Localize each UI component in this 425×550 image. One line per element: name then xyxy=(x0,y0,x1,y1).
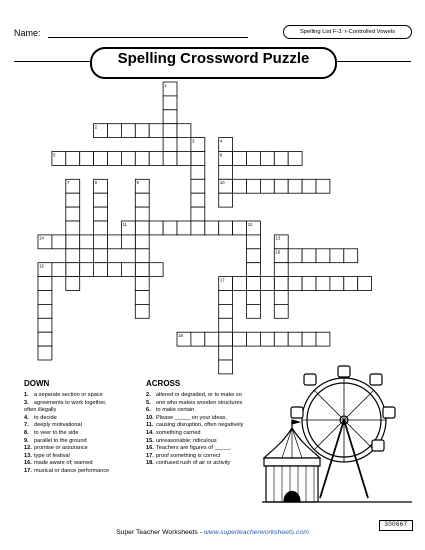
crossword-number: 18 xyxy=(178,333,183,338)
crossword-cell[interactable] xyxy=(149,152,163,166)
crossword-cell[interactable] xyxy=(288,332,302,346)
down-section xyxy=(24,379,109,476)
crossword-cell[interactable] xyxy=(247,235,261,249)
crossword-cell[interactable] xyxy=(135,235,149,249)
crossword-cell[interactable] xyxy=(108,235,122,249)
spelling-list-badge: Spelling List F-3: r-Controlled Vowels xyxy=(283,25,412,39)
crossword-cell[interactable] xyxy=(108,124,122,138)
crossword-cell[interactable] xyxy=(94,263,108,277)
crossword-cell[interactable] xyxy=(80,152,94,166)
crossword-cell[interactable] xyxy=(274,304,288,318)
crossword-cell[interactable] xyxy=(233,277,247,291)
crossword-cell[interactable] xyxy=(247,263,261,277)
crossword-cell[interactable] xyxy=(52,235,66,249)
crossword-cell[interactable] xyxy=(163,96,177,110)
crossword-cell[interactable] xyxy=(66,235,80,249)
crossword-cell[interactable] xyxy=(191,165,205,179)
down-heading: DOWN xyxy=(24,379,50,388)
crossword-cell[interactable] xyxy=(135,277,149,291)
crossword-cell[interactable] xyxy=(330,277,344,291)
crossword-cell[interactable] xyxy=(149,221,163,235)
crossword-cell[interactable] xyxy=(38,291,52,305)
crossword-cell[interactable] xyxy=(219,193,233,207)
crossword-cell[interactable] xyxy=(260,152,274,166)
down-clue-3: 3. agreements to work together, xyxy=(24,399,107,406)
crossword-cell[interactable] xyxy=(135,263,149,277)
crossword-cell[interactable] xyxy=(247,179,261,193)
down-clue-12: 12. promise or assurance xyxy=(24,445,88,452)
across-clue-11: 11. causing disruption, often negatively xyxy=(146,422,244,429)
crossword-cell[interactable] xyxy=(219,221,233,235)
down-clue-17: 17. musical or dance performance xyxy=(24,467,110,474)
crossword-cell[interactable] xyxy=(163,124,177,138)
crossword-cell[interactable] xyxy=(219,332,233,346)
crossword-cell[interactable] xyxy=(121,152,135,166)
crossword-cell[interactable] xyxy=(274,277,288,291)
down-clue-8: 8. to veer to the side xyxy=(24,429,79,436)
crossword-cell[interactable] xyxy=(80,235,94,249)
crossword-cell[interactable] xyxy=(94,221,108,235)
crossword-number: 15 xyxy=(39,263,44,269)
crossword-cell[interactable] xyxy=(233,221,247,235)
crossword-cell[interactable] xyxy=(233,179,247,193)
crossword-number: 8 xyxy=(94,180,98,186)
crossword-number: 17 xyxy=(219,277,225,283)
crossword-cell[interactable] xyxy=(135,207,149,221)
crossword-number: 5 xyxy=(53,152,56,158)
across-clue-18: 18. confused rush of air or activity xyxy=(146,460,231,467)
crossword-cell[interactable] xyxy=(163,110,177,124)
across-clue-2: 2. altered or degraded, or to make so xyxy=(146,392,242,398)
crossword-cell[interactable] xyxy=(135,221,149,235)
crossword-number: 9 xyxy=(136,180,139,186)
crossword-cell[interactable] xyxy=(274,291,288,305)
across-clue-14: 14. something carried xyxy=(146,429,201,436)
crossword-number: 10 xyxy=(219,180,225,186)
crossword-cell[interactable] xyxy=(121,235,135,249)
across-clue-17: 17. proof something is correct xyxy=(146,452,221,459)
crossword-cell[interactable] xyxy=(205,221,219,235)
crossword-cell[interactable] xyxy=(177,152,191,166)
crossword-cell[interactable] xyxy=(344,249,358,263)
crossword-cell[interactable] xyxy=(135,152,149,166)
crossword-number: 4 xyxy=(219,138,223,144)
across-clue-6: 6. to make certain xyxy=(146,407,195,414)
crossword-cell[interactable] xyxy=(247,277,261,291)
crossword-cell[interactable] xyxy=(191,179,205,193)
crossword-cell[interactable] xyxy=(38,332,52,346)
crossword-number: 1 xyxy=(164,82,167,88)
crossword-cell[interactable] xyxy=(135,124,149,138)
crossword-cell[interactable] xyxy=(288,152,302,166)
crossword-cell[interactable] xyxy=(94,235,108,249)
crossword-cell[interactable] xyxy=(219,346,233,360)
footer-url[interactable]: www.superteacherworksheets.com xyxy=(203,529,309,536)
down-clue-4: 4. to decide xyxy=(24,414,57,421)
crossword-cell[interactable] xyxy=(233,152,247,166)
crossword-cell[interactable] xyxy=(80,263,94,277)
crossword-number: 2 xyxy=(94,124,98,130)
down-clue-3-cont: often illegally xyxy=(24,407,57,414)
crossword-cell[interactable] xyxy=(316,332,330,346)
footer-brand: Super Teacher Worksheets - xyxy=(116,529,204,536)
crossword-cell[interactable] xyxy=(66,221,80,235)
crossword-cell[interactable] xyxy=(135,291,149,305)
crossword-cell[interactable] xyxy=(38,304,52,318)
crossword-cell[interactable] xyxy=(219,360,233,374)
down-clue-16: 16. made aware of; warned xyxy=(24,460,93,467)
crossword-cell[interactable] xyxy=(344,277,358,291)
crossword-cell[interactable] xyxy=(163,221,177,235)
crossword-cell[interactable] xyxy=(247,152,261,166)
crossword-number: 3 xyxy=(192,138,195,144)
crossword-cell[interactable] xyxy=(66,277,80,291)
crossword-cell[interactable] xyxy=(52,263,66,277)
footer xyxy=(0,529,425,536)
crossword-cell[interactable] xyxy=(191,193,205,207)
across-heading: ACROSS xyxy=(146,379,181,388)
crossword-cell[interactable] xyxy=(219,291,233,305)
ferris-wheel-illustration xyxy=(262,362,414,512)
crossword-number: 7 xyxy=(67,180,70,186)
crossword-cell[interactable] xyxy=(121,124,135,138)
crossword-number: 6 xyxy=(219,152,223,158)
crossword-cell[interactable] xyxy=(191,207,205,221)
crossword-cell[interactable] xyxy=(219,165,233,179)
crossword-cell[interactable] xyxy=(94,152,108,166)
crossword-cell[interactable] xyxy=(260,179,274,193)
crossword-cell[interactable] xyxy=(66,193,80,207)
worksheet-code: 300667 xyxy=(379,520,413,531)
crossword-cell[interactable] xyxy=(121,263,135,277)
across-clue-16: 16. Teachers are figures of _____. xyxy=(146,445,232,452)
crossword-cell[interactable] xyxy=(191,152,205,166)
crossword-cell[interactable] xyxy=(302,277,316,291)
crossword-cell[interactable] xyxy=(205,332,219,346)
down-clue-1: 1. a separate section or space xyxy=(24,392,103,398)
crossword-cell[interactable] xyxy=(66,249,80,263)
crossword-cell[interactable] xyxy=(302,249,316,263)
crossword-cell[interactable] xyxy=(358,277,372,291)
crossword-cell[interactable] xyxy=(274,179,288,193)
crossword-cell[interactable] xyxy=(316,249,330,263)
crossword-cell[interactable] xyxy=(191,332,205,346)
crossword-cell[interactable] xyxy=(260,277,274,291)
crossword-cell[interactable] xyxy=(274,152,288,166)
crossword-cell[interactable] xyxy=(66,207,80,221)
crossword-cell[interactable] xyxy=(177,124,191,138)
across-section xyxy=(146,379,243,468)
crossword-cell[interactable] xyxy=(302,179,316,193)
crossword-number: 12 xyxy=(247,221,253,227)
circus-tent-icon xyxy=(264,420,320,502)
crossword-cell[interactable] xyxy=(274,263,288,277)
crossword-cell[interactable] xyxy=(163,152,177,166)
crossword-cell[interactable] xyxy=(38,346,52,360)
crossword-cell[interactable] xyxy=(316,277,330,291)
crossword-cell[interactable] xyxy=(38,318,52,332)
crossword-cell[interactable] xyxy=(191,221,205,235)
crossword-cell[interactable] xyxy=(316,179,330,193)
across-clue-10: 10. Please _____ on your ideas. xyxy=(146,414,227,421)
crossword-cell[interactable] xyxy=(288,179,302,193)
crossword-cell[interactable] xyxy=(135,249,149,263)
page-title: Spelling Crossword Puzzle xyxy=(117,50,310,67)
crossword-cell[interactable] xyxy=(108,152,122,166)
crossword-cell[interactable] xyxy=(247,332,261,346)
name-label: Name: xyxy=(14,28,41,38)
crossword-cell[interactable] xyxy=(219,318,233,332)
crossword-cell[interactable] xyxy=(94,207,108,221)
crossword-cell[interactable] xyxy=(94,193,108,207)
across-clue-15: 15. unreasonable; ridiculous xyxy=(146,437,217,444)
crossword-cell[interactable] xyxy=(219,304,233,318)
crossword-cell[interactable] xyxy=(108,263,122,277)
crossword-cell[interactable] xyxy=(177,221,191,235)
crossword-cell[interactable] xyxy=(330,249,344,263)
crossword-cell[interactable] xyxy=(66,263,80,277)
crossword-number: 14 xyxy=(39,235,44,241)
crossword-cell[interactable] xyxy=(247,304,261,318)
crossword-cell[interactable] xyxy=(247,291,261,305)
crossword-cell[interactable] xyxy=(288,249,302,263)
crossword-cell[interactable] xyxy=(288,277,302,291)
crossword-cell[interactable] xyxy=(66,152,80,166)
crossword-number: 11 xyxy=(122,221,127,227)
crossword-cell[interactable] xyxy=(38,277,52,291)
down-clue-9: 9. parallel to the ground xyxy=(24,437,87,444)
crossword-cell[interactable] xyxy=(233,332,247,346)
crossword-cell[interactable] xyxy=(94,249,108,263)
crossword-cell[interactable] xyxy=(149,124,163,138)
crossword-cell[interactable] xyxy=(247,249,261,263)
down-clue-13: 13. type of festival xyxy=(24,452,70,459)
down-clue-7: 7. deeply motivational xyxy=(24,422,82,429)
crossword-cell[interactable] xyxy=(135,193,149,207)
crossword-cell[interactable] xyxy=(135,304,149,318)
crossword-number: 16 xyxy=(275,249,281,255)
crossword-cell[interactable] xyxy=(260,332,274,346)
across-clue-5: 5. one who makes wooden structures xyxy=(146,399,243,406)
crossword-cell[interactable] xyxy=(149,263,163,277)
crossword-cell[interactable] xyxy=(274,332,288,346)
crossword-cell[interactable] xyxy=(163,138,177,152)
crossword-cell[interactable] xyxy=(302,332,316,346)
crossword-number: 13 xyxy=(275,235,281,241)
